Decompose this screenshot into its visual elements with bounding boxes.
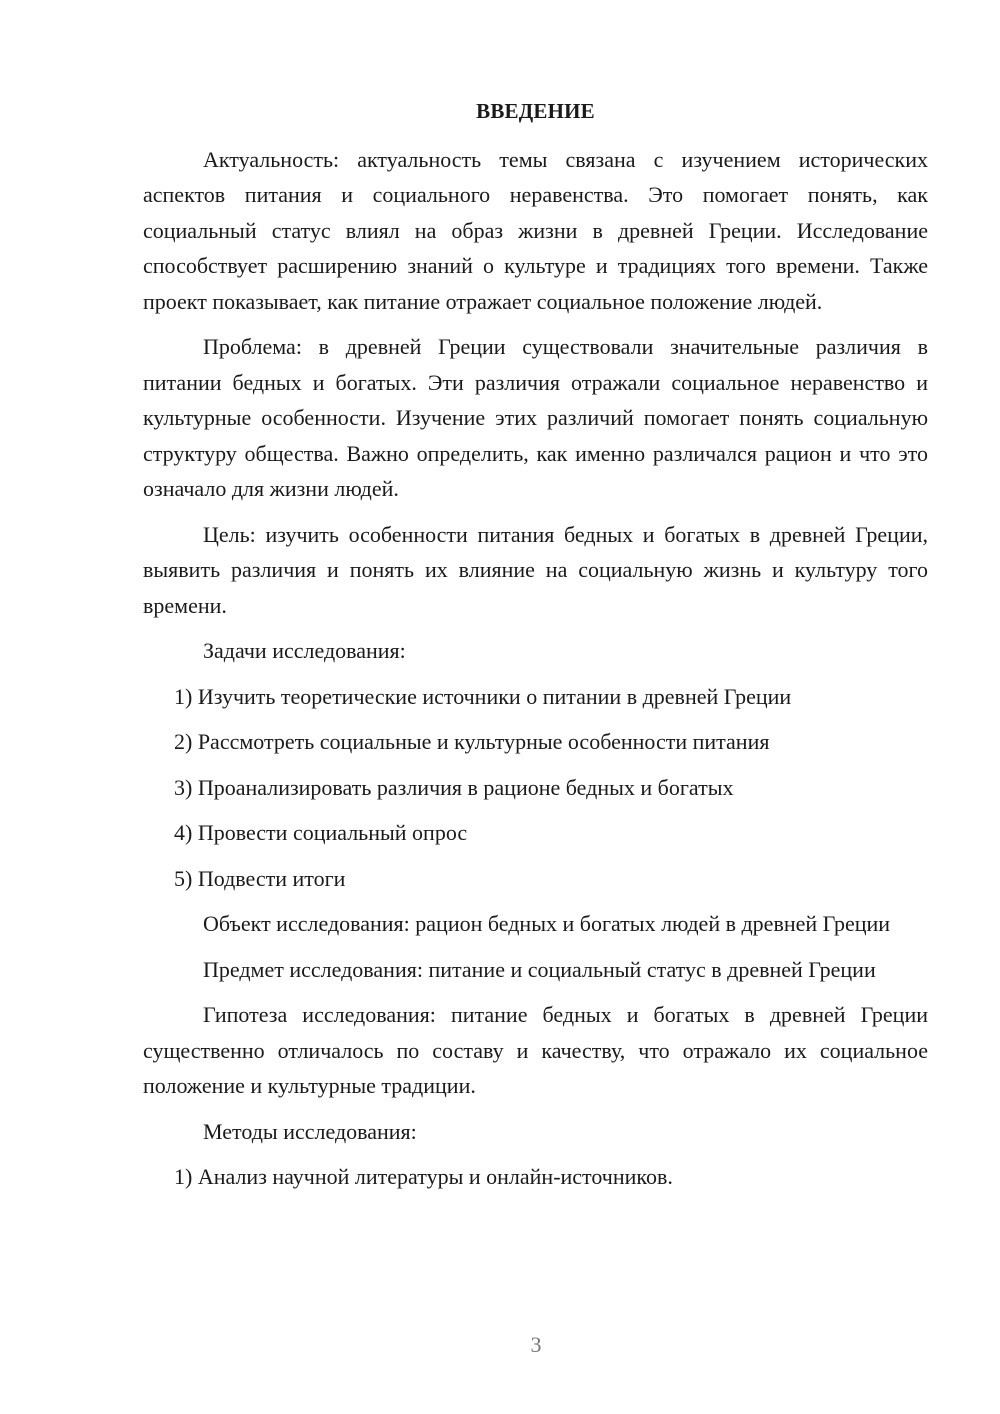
hypothesis-paragraph: Гипотеза исследования: питание бедных и богатых в древней Греции существенно отличалось по составу и качеству, что отражало их социальное положение и культурные традиции. bbox=[143, 1002, 928, 1098]
problem-paragraph: Проблема: в древней Греции существовали значительные различия в питании бедных и богатых. Эти различия отражали социальное неравенство и культурные особенности. Изучение этих различий помогает понять социальную структуру общества. Важно определить, как именно различался рацион и что это означало для жизни людей. bbox=[143, 334, 928, 501]
page-title: ВВЕДЕНИЕ bbox=[476, 99, 595, 123]
task-item-4: 4) Провести социальный опрос bbox=[174, 820, 468, 845]
relevance-paragraph: Актуальность: актуальность темы связана с изучением исторических аспектов питания и социального неравенства. Это помогает понять, как социальный статус влиял на образ жизни в древней Греции. Исследование способствует расширению знаний о культуре и традициях того времени. Также проект показывает, как питание отражает социальное положение людей. bbox=[143, 146, 928, 314]
task-item-1: 1) Изучить теоретические источники о питании в древней Греции bbox=[174, 683, 792, 709]
task-item-3: 3) Проанализировать различия в рационе бедных и богатых bbox=[174, 774, 734, 800]
tasks-heading: Задачи исследования: bbox=[203, 638, 406, 663]
method-item-1: 1) Анализ научной литературы и онлайн-источников. bbox=[174, 1164, 673, 1189]
subject-paragraph: Предмет исследования: питание и социальный статус в древней Греции bbox=[203, 956, 876, 982]
page-number: 3 bbox=[530, 1332, 542, 1357]
task-item-5: 5) Подвести итоги bbox=[174, 865, 346, 891]
task-item-2: 2) Рассмотреть социальные и культурные особенности питания bbox=[174, 729, 770, 754]
goal-paragraph: Цель: изучить особенности питания бедных и богатых в древней Греции, выявить различия и понять их влияние на социальную жизнь и культуру того времени. bbox=[143, 521, 928, 618]
page-content bbox=[143, 94, 928, 1205]
methods-heading: Методы исследования: bbox=[203, 1118, 417, 1144]
object-paragraph: Объект исследования: рацион бедных и богатых людей в древней Греции bbox=[203, 911, 891, 936]
